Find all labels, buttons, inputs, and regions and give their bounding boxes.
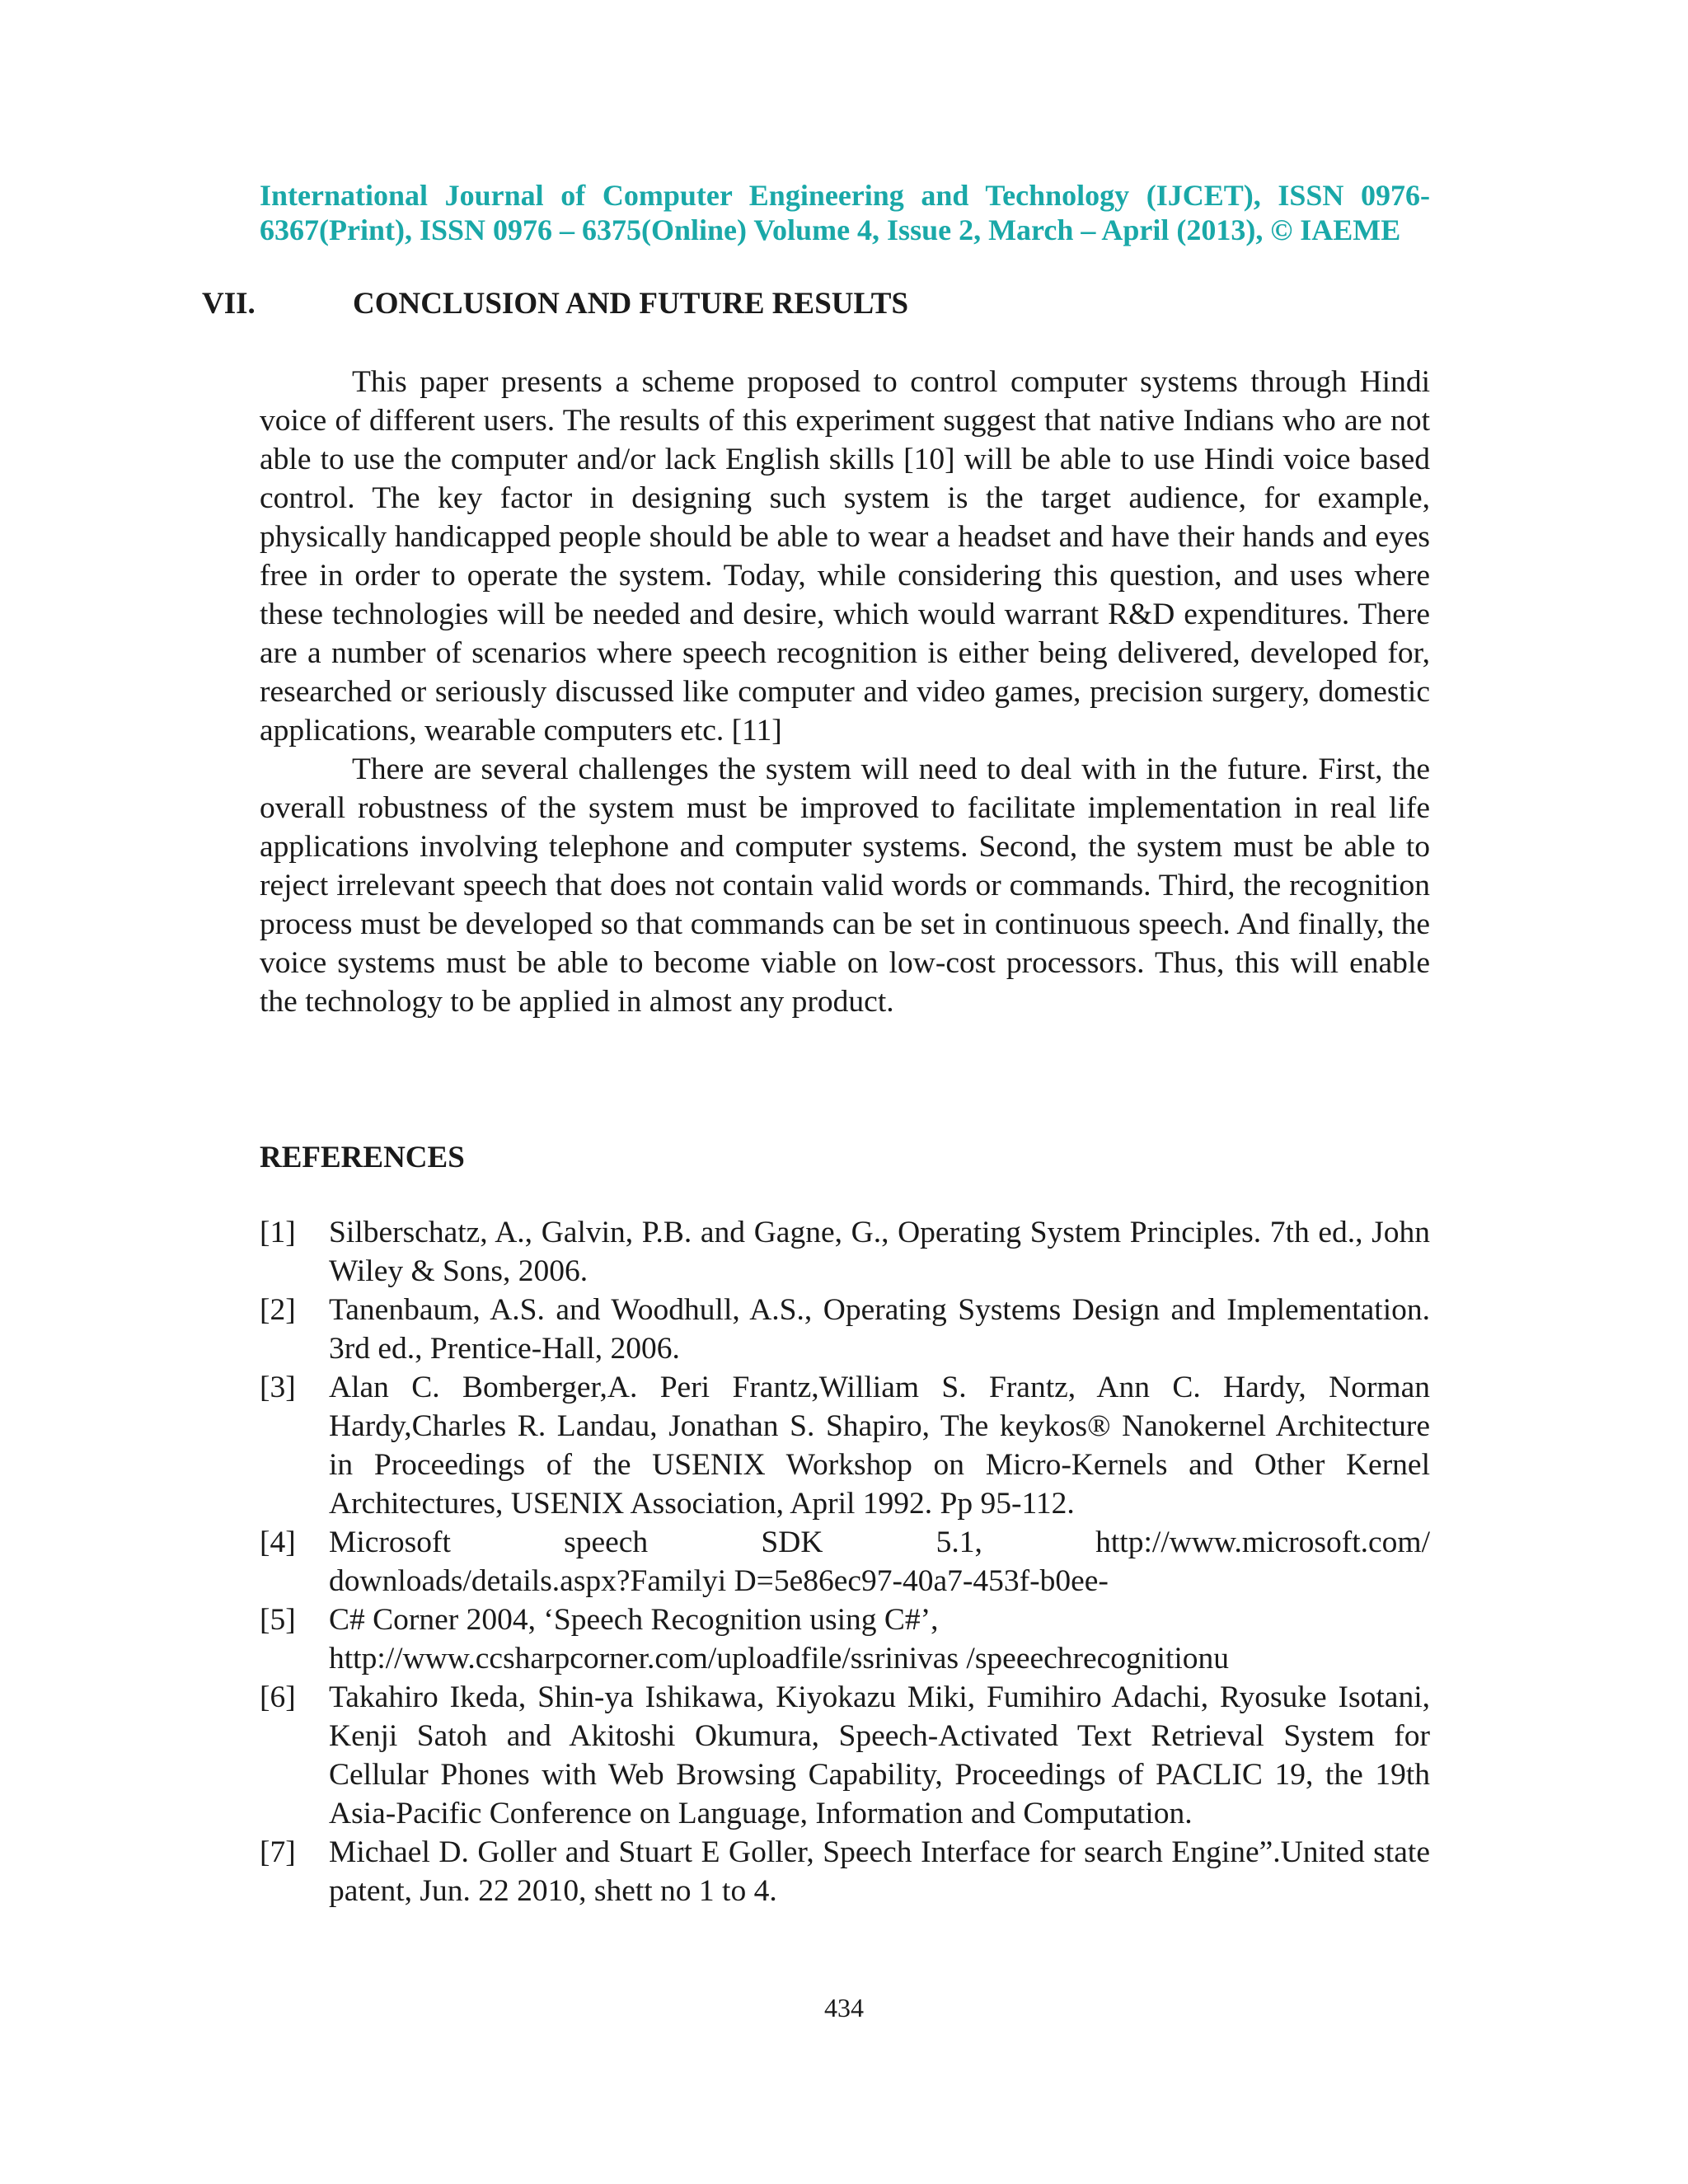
references-heading: REFERENCES xyxy=(260,1141,465,1174)
reference-item xyxy=(260,1213,1430,1291)
reference-number: [4] xyxy=(260,1526,296,1559)
reference-text xyxy=(329,1523,1430,1601)
reference-number: [7] xyxy=(260,1835,296,1869)
section-number: VII. xyxy=(202,287,256,321)
reference-number: [6] xyxy=(260,1680,296,1714)
journal-header-line-2: 6367(Print), ISSN 0976 – 6375(Online) Volume 4, Issue 2, March – April (2013), © IAEME xyxy=(260,213,1401,246)
reference-url-line: downloads/details.aspx?Familyi D=5e86ec97-40a7-453f-b0ee- xyxy=(329,1564,1109,1598)
body-paragraph-2: There are several challenges the system will need to deal with in the future. First, the overall robustness of the system must be improved to facilitate implementation in real life applications involving telephone and computer systems. Second, the system must be able to reject irrelevant speech that does not contain valid words or commands. Third, the recognition process must be developed so that commands can be set in continuous speech. And finally, the voice systems must be able to become viable on low-cost processors. Thus, this will enable the technology to be applied in almost any product. xyxy=(260,752,1430,1019)
reference-number: [1] xyxy=(260,1216,296,1249)
references-list xyxy=(260,1213,1430,1910)
reference-text xyxy=(329,1601,1430,1678)
body-paragraph-1: This paper presents a scheme proposed to control computer systems through Hindi voice of different users. The results of this experiment suggest that native Indians who are not able to use the computer and/or lack English skills [10] will be able to use Hindi voice based control. The key factor in designing such system is the target audience, for example, physically handicapped people should be able to wear a headset and have their hands and eyes free in order to operate the system. Today, while considering this question, and uses where these technologies will be needed and desire, which would warrant R&D expenditures. There are a number of scenarios where speech recognition is either being delivered, developed for, researched or seriously discussed like computer and video games, precision surgery, domestic applications, wearable computers etc. [11] xyxy=(260,365,1430,748)
reference-line: Microsoft speech SDK 5.1, http://www.microsoft.com/ xyxy=(329,1526,1430,1559)
reference-url-line: http://www.ccsharpcorner.com/uploadfile/ssrinivas /speeechrecognitionu xyxy=(329,1642,1230,1675)
section-title: CONCLUSION AND FUTURE RESULTS xyxy=(353,287,909,321)
reference-text: Takahiro Ikeda, Shin-ya Ishikawa, Kiyokazu Miki, Fumihiro Adachi, Ryosuke Isotani, Kenji Satoh and Akitoshi Okumura, Speech-Activated Text Retrieval System for Cellular Phones with Web Browsing Capability, Proceedings of PACLIC 19, the 19th Asia-Pacific Conference on Language, Information and Computation. xyxy=(329,1680,1430,1830)
reference-item xyxy=(260,1523,1430,1601)
page-number: 434 xyxy=(824,1993,864,2022)
reference-item xyxy=(260,1368,1430,1523)
section-body xyxy=(260,363,1430,1021)
reference-text: Michael D. Goller and Stuart E Goller, Speech Interface for search Engine”.United state patent, Jun. 22 2010, shett no 1 to 4. xyxy=(329,1835,1430,1908)
reference-item xyxy=(260,1601,1430,1678)
reference-text: Silberschatz, A., Galvin, P.B. and Gagne, G., Operating System Principles. 7th ed., John Wiley & Sons, 2006. xyxy=(329,1216,1430,1288)
reference-line: C# Corner 2004, ‘Speech Recognition using C#’, xyxy=(329,1603,939,1637)
journal-header xyxy=(260,178,1430,247)
reference-text: Tanenbaum, A.S. and Woodhull, A.S., Operating Systems Design and Implementation. 3rd ed., Prentice-Hall, 2006. xyxy=(329,1293,1430,1366)
reference-number: [2] xyxy=(260,1293,296,1327)
reference-text: Alan C. Bomberger,A. Peri Frantz,William S. Frantz, Ann C. Hardy, Norman Hardy,Charles R. Landau, Jonathan S. Shapiro, The keykos® Nanokernel Architecture in Proceedings of the USENIX Workshop on Micro-Kernels and Other Kernel Architectures, USENIX Association, April 1992. Pp 95-112. xyxy=(329,1371,1430,1521)
reference-item xyxy=(260,1291,1430,1368)
journal-header-line-1: International Journal of Computer Engineering and Technology (IJCET), ISSN 0976- xyxy=(260,179,1430,212)
reference-number: [5] xyxy=(260,1603,296,1637)
reference-number: [3] xyxy=(260,1371,296,1404)
reference-item xyxy=(260,1833,1430,1910)
reference-item xyxy=(260,1678,1430,1833)
